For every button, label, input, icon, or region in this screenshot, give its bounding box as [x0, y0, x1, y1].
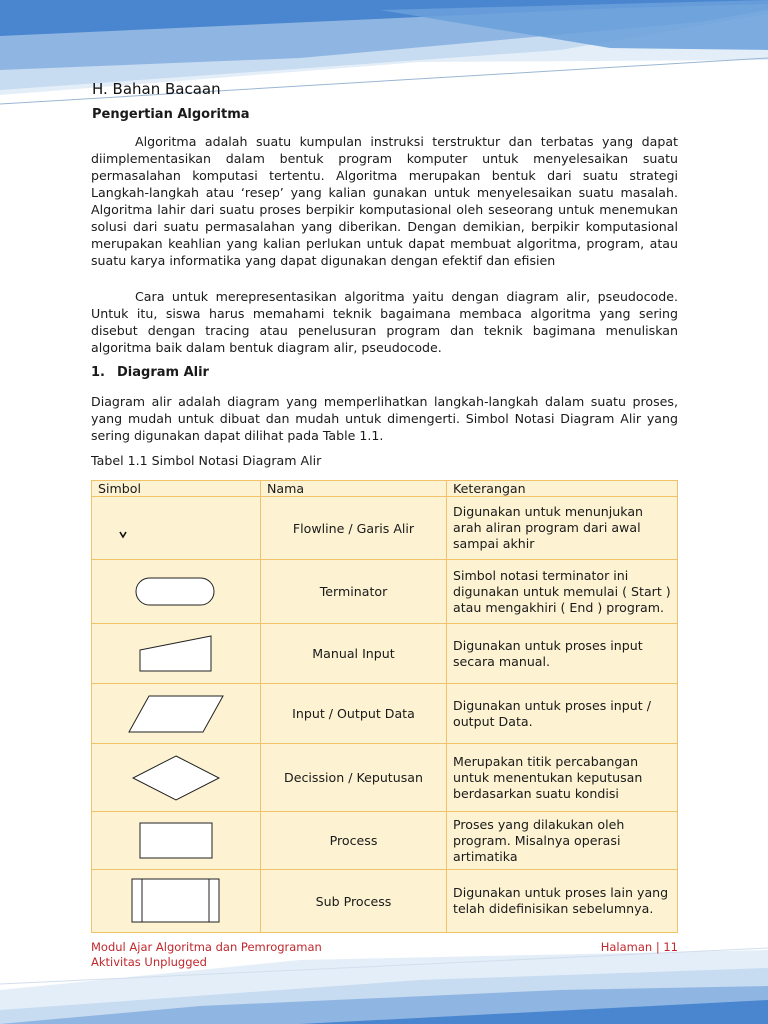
header-symbol: Simbol: [92, 481, 261, 497]
intro-paragraph-2: Cara untuk merepresentasikan algoritma yaitu dengan diagram alir, pseudocode. Untuk itu, siswa harus memahami teknik bagaimana membaca algoritma yang sering disebut dengan tracing atau penelusuran program dan teknik bagimana menuliskan algoritma baik dalam bentuk diagram alir, pseudocode.: [91, 289, 678, 355]
footer-line-1: Modul Ajar Algoritma dan Pemrograman: [91, 940, 322, 954]
symbol-cell: [92, 744, 261, 812]
symbol-table: [91, 480, 678, 933]
name-cell: Manual Input: [261, 624, 447, 684]
description-cell: Simbol notasi terminator ini digunakan untuk memulai ( Start ) atau mengakhiri ( End ) program.: [447, 560, 678, 624]
header-name: Nama: [261, 481, 447, 497]
footer-module-title: [91, 940, 322, 970]
table-row: [92, 624, 678, 684]
section-title: H. Bahan Bacaan: [92, 80, 221, 98]
sub-process-icon: [130, 877, 222, 925]
description-cell: Digunakan untuk menunjukan arah aliran program dari awal sampai akhir: [447, 497, 678, 560]
name-cell: Decission / Keputusan: [261, 744, 447, 812]
table-row: [92, 870, 678, 933]
name-cell: Terminator: [261, 560, 447, 624]
footer-line-2: Aktivitas Unplugged: [91, 955, 207, 969]
intro-paragraph-1: Algoritma adalah suatu kumpulan instruksi terstruktur dan terbatas yang dapat diimplementasikan dalam bentuk program komputer untuk menyelesaikan suatu permasalahan komputasi tertentu. Algoritma merupakan bentuk dari suatu strategi Langkah-langkah atau ‘resep’ yang kalian gunakan untuk menyelesaikan suatu masalah. Algoritma lahir dari suatu proses berpikir komputasional oleh seseorang untuk menemukan solusi dari suatu permasalahan yang diberikan. Dengan demikian, berpikir komputasional merupakan keahlian yang kalian perlukan untuk dapat membuat algoritma, program, atau suatu karya informatika yang dapat digunakan dengan efektif dan efisien: [91, 134, 678, 268]
symbol-cell: [92, 812, 261, 870]
table-row: [92, 684, 678, 744]
terminator-icon: [135, 576, 217, 608]
table-row: [92, 497, 678, 560]
table-row: [92, 812, 678, 870]
symbol-cell: [92, 684, 261, 744]
process-rectangle-icon: [138, 821, 214, 861]
manual-input-icon: [138, 634, 214, 674]
symbol-cell: [92, 560, 261, 624]
symbol-cell: [92, 870, 261, 933]
page-number: Halaman | 11: [600, 940, 678, 954]
name-cell: Sub Process: [261, 870, 447, 933]
description-cell: Proses yang dilakukan oleh program. Misalnya operasi artimatika: [447, 812, 678, 870]
table-header-row: [92, 481, 678, 497]
table-row: [92, 560, 678, 624]
description-cell: Digunakan untuk proses input secara manual.: [447, 624, 678, 684]
name-cell: Flowline / Garis Alir: [261, 497, 447, 560]
description-cell: Merupakan titik percabangan untuk menentukan keputusan berdasarkan suatu kondisi: [447, 744, 678, 812]
input-output-icon: [127, 694, 225, 734]
table-row: [92, 744, 678, 812]
diagram-heading-title: Diagram Alir: [117, 365, 209, 380]
symbol-cell: [92, 624, 261, 684]
symbol-cell: [92, 497, 261, 560]
diagram-paragraph: Diagram alir adalah diagram yang memperlihatkan langkah-langkah dalam suatu proses, yang mudah untuk dibuat dan mudah untuk dimengerti. Simbol Notasi Diagram Alir yang sering digunakan dapat dilihat pada Table 1.1.: [91, 394, 678, 443]
description-cell: Digunakan untuk proses lain yang telah didefinisikan sebelumnya.: [447, 870, 678, 933]
name-cell: Input / Output Data: [261, 684, 447, 744]
flowline-arrow-icon: [92, 508, 232, 548]
table-caption: Tabel 1.1 Simbol Notasi Diagram Alir: [91, 453, 322, 468]
diagram-heading: [91, 365, 209, 380]
header-description: Keterangan: [447, 481, 678, 497]
name-cell: Process: [261, 812, 447, 870]
subsection-title: Pengertian Algoritma: [92, 107, 250, 122]
description-cell: Digunakan untuk proses input / output Data.: [447, 684, 678, 744]
decision-diamond-icon: [130, 754, 222, 802]
diagram-heading-number: 1.: [91, 365, 105, 380]
